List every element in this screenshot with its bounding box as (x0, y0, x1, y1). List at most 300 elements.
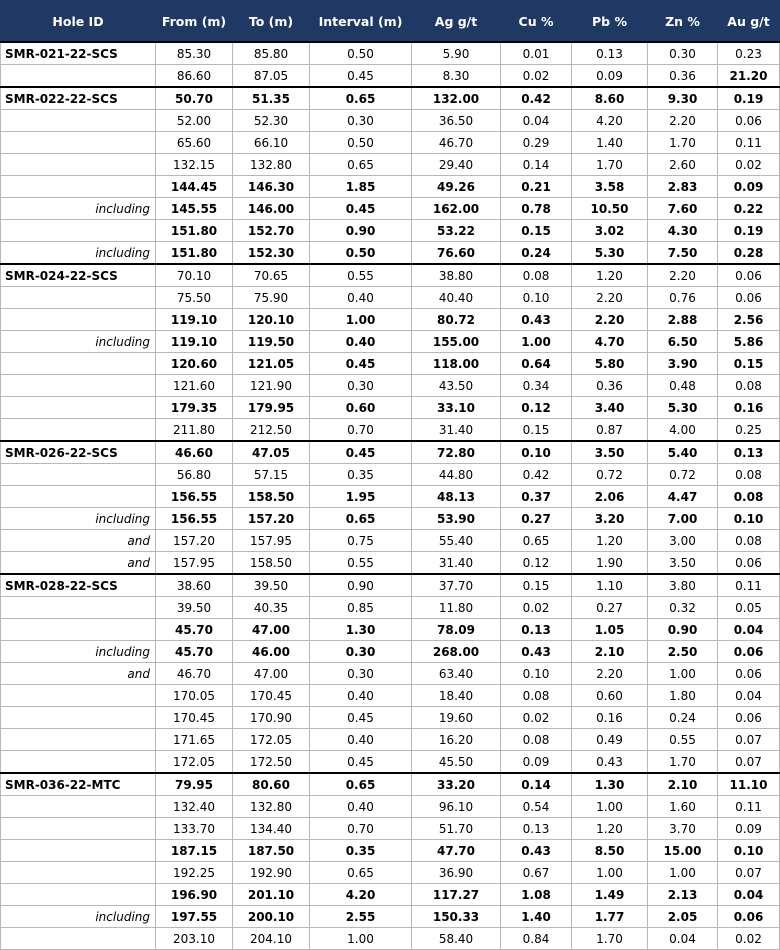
ag-cell: 11.80 (412, 597, 501, 619)
interval-note-cell (1, 375, 156, 397)
header-from: From (m) (156, 1, 233, 43)
pb-cell: 5.80 (572, 353, 648, 375)
au-cell: 0.16 (718, 397, 780, 419)
from-cell: 203.10 (156, 928, 233, 950)
pb-cell: 5.30 (572, 242, 648, 265)
header-au: Au g/t (718, 1, 780, 43)
au-cell: 0.06 (718, 906, 780, 928)
interval-note-cell (1, 486, 156, 508)
from-cell: 119.10 (156, 309, 233, 331)
table-row (1, 419, 780, 442)
to-cell: 179.95 (233, 397, 310, 419)
zn-cell: 4.00 (648, 419, 718, 442)
ag-cell: 37.70 (412, 574, 501, 597)
ag-cell: 8.30 (412, 65, 501, 88)
to-cell: 47.00 (233, 619, 310, 641)
interval-cell: 0.30 (310, 663, 412, 685)
cu-cell: 0.09 (501, 751, 572, 774)
pb-cell: 1.70 (572, 928, 648, 950)
interval-cell: 0.40 (310, 331, 412, 353)
interval-cell: 0.45 (310, 353, 412, 375)
interval-cell: 0.65 (310, 87, 412, 110)
ag-cell: 5.90 (412, 42, 501, 65)
cu-cell: 0.08 (501, 264, 572, 287)
pb-cell: 1.70 (572, 154, 648, 176)
interval-note-cell (1, 751, 156, 774)
zn-cell: 15.00 (648, 840, 718, 862)
ag-cell: 51.70 (412, 818, 501, 840)
table-row (1, 597, 780, 619)
table-row (1, 796, 780, 818)
table-row (1, 862, 780, 884)
to-cell: 201.10 (233, 884, 310, 906)
zn-cell: 0.76 (648, 287, 718, 309)
interval-cell: 0.65 (310, 154, 412, 176)
pb-cell: 2.20 (572, 663, 648, 685)
au-cell: 0.09 (718, 818, 780, 840)
au-cell: 0.06 (718, 641, 780, 663)
au-cell: 2.56 (718, 309, 780, 331)
cu-cell: 0.43 (501, 840, 572, 862)
zn-cell: 7.60 (648, 198, 718, 220)
interval-note-cell (1, 176, 156, 198)
zn-cell: 0.30 (648, 42, 718, 65)
zn-cell: 4.30 (648, 220, 718, 242)
table-row (1, 353, 780, 375)
from-cell: 145.55 (156, 198, 233, 220)
ag-cell: 118.00 (412, 353, 501, 375)
pb-cell: 1.00 (572, 796, 648, 818)
table-row (1, 751, 780, 774)
from-cell: 70.10 (156, 264, 233, 287)
pb-cell: 0.60 (572, 685, 648, 707)
from-cell: 211.80 (156, 419, 233, 442)
interval-cell: 0.30 (310, 641, 412, 663)
zn-cell: 5.30 (648, 397, 718, 419)
ag-cell: 33.10 (412, 397, 501, 419)
to-cell: 146.30 (233, 176, 310, 198)
header-hole-id: Hole ID (1, 1, 156, 43)
pb-cell: 1.49 (572, 884, 648, 906)
interval-note-cell (1, 154, 156, 176)
cu-cell: 0.65 (501, 530, 572, 552)
zn-cell: 4.47 (648, 486, 718, 508)
cu-cell: 0.42 (501, 464, 572, 486)
zn-cell: 6.50 (648, 331, 718, 353)
header-to: To (m) (233, 1, 310, 43)
pb-cell: 2.06 (572, 486, 648, 508)
from-cell: 144.45 (156, 176, 233, 198)
to-cell: 172.50 (233, 751, 310, 774)
au-cell: 21.20 (718, 65, 780, 88)
pb-cell: 0.09 (572, 65, 648, 88)
interval-cell: 0.55 (310, 264, 412, 287)
interval-note-cell: and (1, 552, 156, 575)
table-row (1, 176, 780, 198)
table-body (1, 42, 780, 950)
to-cell: 157.20 (233, 508, 310, 530)
interval-cell: 0.45 (310, 751, 412, 774)
pb-cell: 8.50 (572, 840, 648, 862)
cu-cell: 0.15 (501, 220, 572, 242)
ag-cell: 78.09 (412, 619, 501, 641)
table-row (1, 840, 780, 862)
interval-note-cell (1, 619, 156, 641)
ag-cell: 19.60 (412, 707, 501, 729)
to-cell: 200.10 (233, 906, 310, 928)
ag-cell: 43.50 (412, 375, 501, 397)
table-row (1, 574, 780, 597)
pb-cell: 0.49 (572, 729, 648, 751)
au-cell: 0.10 (718, 840, 780, 862)
hole-id-cell: SMR-028-22-SCS (1, 574, 156, 597)
au-cell: 0.07 (718, 751, 780, 774)
interval-note-cell (1, 729, 156, 751)
table-row (1, 906, 780, 928)
from-cell: 170.45 (156, 707, 233, 729)
zn-cell: 2.60 (648, 154, 718, 176)
ag-cell: 150.33 (412, 906, 501, 928)
to-cell: 66.10 (233, 132, 310, 154)
interval-cell: 0.65 (310, 862, 412, 884)
interval-note-cell: including (1, 242, 156, 265)
table-row (1, 464, 780, 486)
cu-cell: 1.40 (501, 906, 572, 928)
interval-note-cell (1, 884, 156, 906)
au-cell: 5.86 (718, 331, 780, 353)
interval-cell: 0.40 (310, 796, 412, 818)
ag-cell: 76.60 (412, 242, 501, 265)
au-cell: 0.11 (718, 132, 780, 154)
to-cell: 187.50 (233, 840, 310, 862)
interval-cell: 0.40 (310, 287, 412, 309)
au-cell: 0.07 (718, 862, 780, 884)
interval-note-cell (1, 464, 156, 486)
cu-cell: 0.34 (501, 375, 572, 397)
interval-note-cell (1, 685, 156, 707)
pb-cell: 0.87 (572, 419, 648, 442)
to-cell: 47.05 (233, 441, 310, 464)
table-row (1, 42, 780, 65)
ag-cell: 47.70 (412, 840, 501, 862)
ag-cell: 36.90 (412, 862, 501, 884)
ag-cell: 63.40 (412, 663, 501, 685)
pb-cell: 4.70 (572, 331, 648, 353)
ag-cell: 53.90 (412, 508, 501, 530)
from-cell: 50.70 (156, 87, 233, 110)
ag-cell: 155.00 (412, 331, 501, 353)
header-ag: Ag g/t (412, 1, 501, 43)
to-cell: 152.70 (233, 220, 310, 242)
zn-cell: 1.00 (648, 862, 718, 884)
to-cell: 158.50 (233, 552, 310, 575)
interval-cell: 0.60 (310, 397, 412, 419)
from-cell: 38.60 (156, 574, 233, 597)
ag-cell: 16.20 (412, 729, 501, 751)
pb-cell: 3.40 (572, 397, 648, 419)
interval-cell: 4.20 (310, 884, 412, 906)
to-cell: 121.05 (233, 353, 310, 375)
interval-note-cell: including (1, 508, 156, 530)
table-row (1, 154, 780, 176)
cu-cell: 0.43 (501, 641, 572, 663)
cu-cell: 0.78 (501, 198, 572, 220)
pb-cell: 4.20 (572, 110, 648, 132)
to-cell: 57.15 (233, 464, 310, 486)
au-cell: 0.11 (718, 796, 780, 818)
interval-note-cell (1, 840, 156, 862)
zn-cell: 1.80 (648, 685, 718, 707)
interval-cell: 1.00 (310, 928, 412, 950)
hole-id-cell: SMR-036-22-MTC (1, 773, 156, 796)
au-cell: 11.10 (718, 773, 780, 796)
zn-cell: 2.05 (648, 906, 718, 928)
interval-note-cell: including (1, 906, 156, 928)
interval-note-cell (1, 110, 156, 132)
zn-cell: 7.00 (648, 508, 718, 530)
from-cell: 46.60 (156, 441, 233, 464)
pb-cell: 1.05 (572, 619, 648, 641)
cu-cell: 0.10 (501, 287, 572, 309)
cu-cell: 0.37 (501, 486, 572, 508)
zn-cell: 3.80 (648, 574, 718, 597)
cu-cell: 0.14 (501, 154, 572, 176)
interval-cell: 0.40 (310, 685, 412, 707)
zn-cell: 1.60 (648, 796, 718, 818)
pb-cell: 10.50 (572, 198, 648, 220)
ag-cell: 33.20 (412, 773, 501, 796)
au-cell: 0.28 (718, 242, 780, 265)
to-cell: 157.95 (233, 530, 310, 552)
interval-note-cell (1, 132, 156, 154)
au-cell: 0.06 (718, 663, 780, 685)
au-cell: 0.19 (718, 87, 780, 110)
header-zn: Zn % (648, 1, 718, 43)
zn-cell: 1.70 (648, 751, 718, 774)
from-cell: 65.60 (156, 132, 233, 154)
to-cell: 212.50 (233, 419, 310, 442)
interval-note-cell: and (1, 663, 156, 685)
hole-id-cell: SMR-021-22-SCS (1, 42, 156, 65)
ag-cell: 58.40 (412, 928, 501, 950)
ag-cell: 31.40 (412, 419, 501, 442)
ag-cell: 46.70 (412, 132, 501, 154)
cu-cell: 1.00 (501, 331, 572, 353)
to-cell: 51.35 (233, 87, 310, 110)
ag-cell: 80.72 (412, 309, 501, 331)
au-cell: 0.04 (718, 619, 780, 641)
from-cell: 171.65 (156, 729, 233, 751)
ag-cell: 44.80 (412, 464, 501, 486)
interval-note-cell (1, 419, 156, 442)
interval-cell: 0.30 (310, 110, 412, 132)
pb-cell: 3.58 (572, 176, 648, 198)
ag-cell: 162.00 (412, 198, 501, 220)
table-row (1, 707, 780, 729)
interval-cell: 0.70 (310, 818, 412, 840)
from-cell: 75.50 (156, 287, 233, 309)
to-cell: 132.80 (233, 154, 310, 176)
ag-cell: 117.27 (412, 884, 501, 906)
table-row (1, 884, 780, 906)
from-cell: 133.70 (156, 818, 233, 840)
from-cell: 170.05 (156, 685, 233, 707)
interval-cell: 0.50 (310, 132, 412, 154)
au-cell: 0.07 (718, 729, 780, 751)
ag-cell: 48.13 (412, 486, 501, 508)
interval-cell: 1.30 (310, 619, 412, 641)
to-cell: 170.45 (233, 685, 310, 707)
cu-cell: 0.02 (501, 707, 572, 729)
table-row (1, 331, 780, 353)
ag-cell: 72.80 (412, 441, 501, 464)
zn-cell: 3.90 (648, 353, 718, 375)
interval-note-cell: including (1, 198, 156, 220)
from-cell: 119.10 (156, 331, 233, 353)
interval-note-cell (1, 796, 156, 818)
table-row (1, 486, 780, 508)
cu-cell: 0.21 (501, 176, 572, 198)
interval-cell: 1.00 (310, 309, 412, 331)
from-cell: 45.70 (156, 619, 233, 641)
au-cell: 0.22 (718, 198, 780, 220)
cu-cell: 0.15 (501, 574, 572, 597)
cu-cell: 0.04 (501, 110, 572, 132)
interval-note-cell (1, 928, 156, 950)
to-cell: 52.30 (233, 110, 310, 132)
table-header (1, 1, 780, 43)
interval-cell: 0.40 (310, 729, 412, 751)
interval-note-cell (1, 287, 156, 309)
table-row (1, 619, 780, 641)
cu-cell: 1.08 (501, 884, 572, 906)
pb-cell: 0.43 (572, 751, 648, 774)
to-cell: 75.90 (233, 287, 310, 309)
interval-note-cell: including (1, 641, 156, 663)
to-cell: 170.90 (233, 707, 310, 729)
interval-cell: 0.90 (310, 220, 412, 242)
cu-cell: 0.13 (501, 818, 572, 840)
au-cell: 0.04 (718, 685, 780, 707)
table-row (1, 685, 780, 707)
ag-cell: 96.10 (412, 796, 501, 818)
interval-cell: 1.95 (310, 486, 412, 508)
to-cell: 47.00 (233, 663, 310, 685)
ag-cell: 40.40 (412, 287, 501, 309)
interval-note-cell: including (1, 331, 156, 353)
table-row (1, 287, 780, 309)
au-cell: 0.25 (718, 419, 780, 442)
from-cell: 132.15 (156, 154, 233, 176)
to-cell: 134.40 (233, 818, 310, 840)
from-cell: 85.30 (156, 42, 233, 65)
zn-cell: 2.88 (648, 309, 718, 331)
interval-cell: 1.85 (310, 176, 412, 198)
pb-cell: 0.16 (572, 707, 648, 729)
interval-note-cell (1, 818, 156, 840)
interval-note-cell (1, 309, 156, 331)
to-cell: 146.00 (233, 198, 310, 220)
zn-cell: 5.40 (648, 441, 718, 464)
pb-cell: 8.60 (572, 87, 648, 110)
pb-cell: 1.77 (572, 906, 648, 928)
header-row (1, 1, 780, 43)
hole-id-cell: SMR-022-22-SCS (1, 87, 156, 110)
cu-cell: 0.24 (501, 242, 572, 265)
au-cell: 0.02 (718, 928, 780, 950)
interval-note-cell (1, 220, 156, 242)
pb-cell: 1.20 (572, 818, 648, 840)
from-cell: 197.55 (156, 906, 233, 928)
ag-cell: 38.80 (412, 264, 501, 287)
au-cell: 0.15 (718, 353, 780, 375)
zn-cell: 9.30 (648, 87, 718, 110)
table-row (1, 818, 780, 840)
cu-cell: 0.10 (501, 663, 572, 685)
from-cell: 187.15 (156, 840, 233, 862)
from-cell: 179.35 (156, 397, 233, 419)
cu-cell: 0.12 (501, 397, 572, 419)
to-cell: 80.60 (233, 773, 310, 796)
pb-cell: 2.20 (572, 287, 648, 309)
from-cell: 151.80 (156, 242, 233, 265)
table-row (1, 552, 780, 575)
table-row (1, 132, 780, 154)
pb-cell: 1.90 (572, 552, 648, 575)
ag-cell: 18.40 (412, 685, 501, 707)
au-cell: 0.06 (718, 707, 780, 729)
interval-cell: 0.75 (310, 530, 412, 552)
interval-note-cell (1, 597, 156, 619)
pb-cell: 2.20 (572, 309, 648, 331)
pb-cell: 1.10 (572, 574, 648, 597)
zn-cell: 3.50 (648, 552, 718, 575)
interval-note-cell (1, 397, 156, 419)
interval-cell: 0.55 (310, 552, 412, 575)
table-row (1, 242, 780, 265)
to-cell: 70.65 (233, 264, 310, 287)
to-cell: 172.05 (233, 729, 310, 751)
cu-cell: 0.29 (501, 132, 572, 154)
from-cell: 39.50 (156, 597, 233, 619)
au-cell: 0.08 (718, 486, 780, 508)
from-cell: 157.20 (156, 530, 233, 552)
cu-cell: 0.67 (501, 862, 572, 884)
pb-cell: 1.40 (572, 132, 648, 154)
interval-cell: 0.30 (310, 375, 412, 397)
interval-note-cell (1, 862, 156, 884)
interval-note-cell (1, 707, 156, 729)
interval-cell: 0.45 (310, 198, 412, 220)
to-cell: 119.50 (233, 331, 310, 353)
interval-cell: 0.35 (310, 840, 412, 862)
from-cell: 120.60 (156, 353, 233, 375)
table-row (1, 641, 780, 663)
from-cell: 45.70 (156, 641, 233, 663)
cu-cell: 0.02 (501, 597, 572, 619)
interval-cell: 0.65 (310, 508, 412, 530)
from-cell: 151.80 (156, 220, 233, 242)
interval-note-cell (1, 353, 156, 375)
pb-cell: 0.27 (572, 597, 648, 619)
from-cell: 52.00 (156, 110, 233, 132)
table-row (1, 928, 780, 950)
au-cell: 0.02 (718, 154, 780, 176)
interval-cell: 0.45 (310, 441, 412, 464)
interval-cell: 0.85 (310, 597, 412, 619)
interval-cell: 0.45 (310, 707, 412, 729)
interval-cell: 2.55 (310, 906, 412, 928)
